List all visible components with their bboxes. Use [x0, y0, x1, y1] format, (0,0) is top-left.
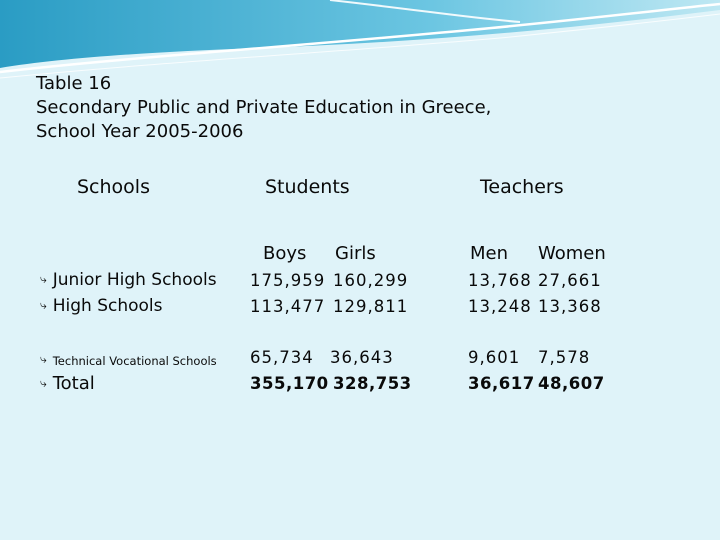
cell-girls-high: 129,811	[333, 297, 409, 316]
row-label-high: ⤷ High Schools	[40, 296, 163, 316]
cell-women-high: 13,368	[538, 297, 602, 316]
curved-arrow-bullet-icon: ⤷	[40, 376, 47, 390]
cell-men-total: 36,617	[468, 374, 535, 393]
cell-boys-total: 355,170	[250, 374, 329, 393]
cell-women-junior-high: 27,661	[538, 271, 602, 290]
cell-boys-technical: 65,734	[250, 348, 314, 367]
row-label-total: ⤷ Total	[40, 373, 95, 394]
table-title	[36, 72, 491, 144]
column-header-schools: Schools	[77, 176, 150, 198]
cell-girls-junior-high: 160,299	[333, 271, 409, 290]
title-line-3: School Year 2005-2006	[36, 121, 244, 142]
cell-boys-junior-high: 175,959	[250, 271, 326, 290]
subheader-men: Men	[470, 243, 509, 264]
title-line-1: Table 16	[36, 73, 112, 94]
subheader-boys: Boys	[263, 243, 307, 264]
curved-arrow-bullet-icon: ⤷	[40, 298, 47, 312]
cell-women-technical: 7,578	[538, 348, 591, 367]
cell-men-junior-high: 13,768	[468, 271, 532, 290]
row-label-technical-vocational: ⤷ Technical Vocational Schools	[40, 352, 217, 368]
curved-arrow-bullet-icon: ⤷	[40, 272, 47, 286]
curved-arrow-bullet-icon: ⤷	[40, 352, 47, 366]
subheader-girls: Girls	[335, 243, 376, 264]
column-header-teachers: Teachers	[480, 176, 564, 198]
cell-men-technical: 9,601	[468, 348, 521, 367]
title-line-2: Secondary Public and Private Education in Greece,	[36, 97, 492, 118]
cell-women-total: 48,607	[538, 374, 605, 393]
row-label-junior-high: ⤷ Junior High Schools	[40, 270, 217, 290]
cell-men-high: 13,248	[468, 297, 532, 316]
cell-girls-total: 328,753	[333, 374, 412, 393]
cell-boys-high: 113,477	[250, 297, 326, 316]
column-header-students: Students	[265, 176, 350, 198]
subheader-women: Women	[538, 243, 606, 264]
cell-girls-technical: 36,643	[330, 348, 394, 367]
